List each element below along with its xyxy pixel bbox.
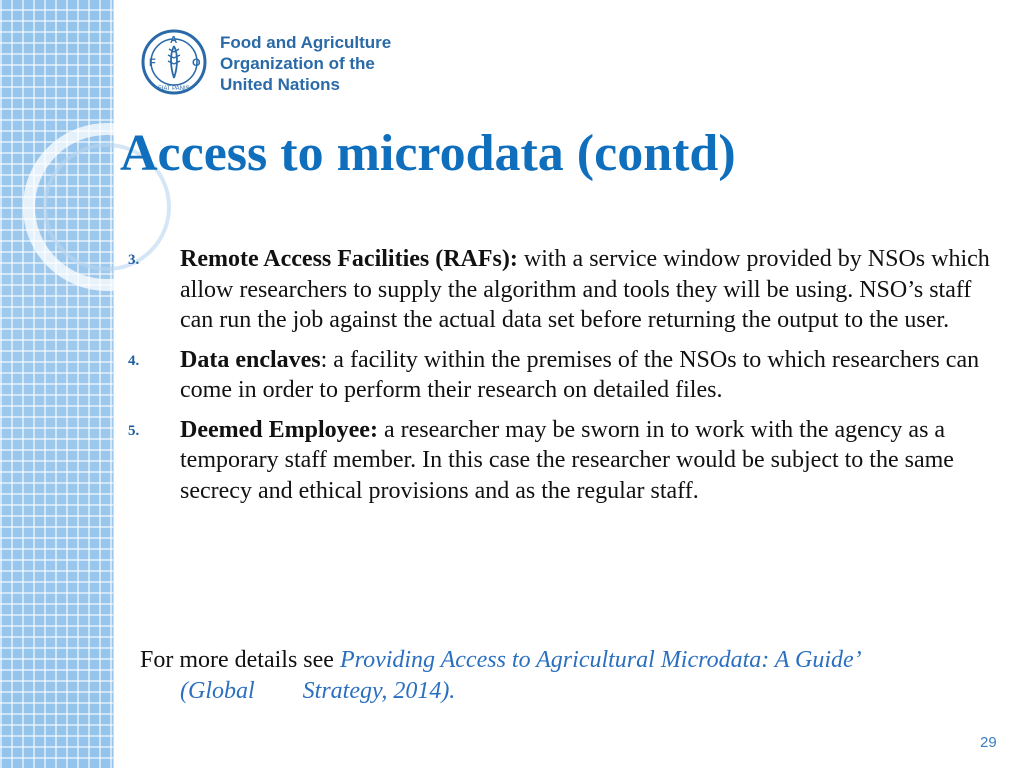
item-text — [180, 244, 998, 336]
fao-logo — [140, 28, 400, 98]
list-item — [128, 244, 998, 336]
page-number: 29 — [980, 734, 997, 751]
logo-line-1: Food and Agriculture — [220, 33, 392, 52]
more-details-note — [140, 645, 990, 706]
item-body: a researcher may be sworn in to work with the agency as a temporary staff member. In this case the researcher would be subject to the same secrecy and ethical provisions and as the regular staff. — [180, 416, 954, 504]
item-number: 4. — [128, 352, 140, 369]
item-heading: Deemed Employee: — [180, 416, 378, 443]
emblem-letter-a: A — [170, 35, 178, 46]
slide-title: Access to microdata (contd) — [120, 125, 736, 182]
logo-line-2: Organization of the — [220, 54, 375, 73]
item-text — [180, 415, 998, 507]
list-item — [128, 345, 998, 406]
item-body: with a service window provided by NSOs which allow researchers to supply the algorithm and tools they will be using. NSO’s staff can run the job against the actual data set before returning the output to the user. — [180, 246, 990, 333]
item-text — [180, 345, 998, 406]
item-heading: Data enclaves — [180, 346, 321, 373]
more-details-prefix: For more details see — [140, 647, 340, 673]
fao-emblem-icon — [140, 28, 208, 96]
emblem-letter-o: O — [192, 57, 201, 69]
logo-line-3: United Nations — [220, 75, 340, 94]
reference-link[interactable]: Providing Access to Agricultural Microdata: A Guide’ — [339, 647, 862, 673]
numbered-list — [128, 244, 998, 515]
reference-source[interactable]: (Global Strategy, 2014). — [180, 677, 456, 704]
item-number: 3. — [128, 252, 140, 268]
logo-wordmark — [220, 32, 391, 95]
emblem-letter-f: F — [149, 57, 156, 69]
list-item — [128, 415, 998, 507]
item-number: 5. — [128, 422, 140, 439]
item-body: : a facility within the premises of the NSOs to which researchers can come in order to perform their research on detailed files. — [180, 346, 980, 403]
item-heading: Remote Access Facilities (RAFs): — [180, 246, 518, 272]
emblem-motto: FIAT PANIS — [158, 86, 190, 92]
